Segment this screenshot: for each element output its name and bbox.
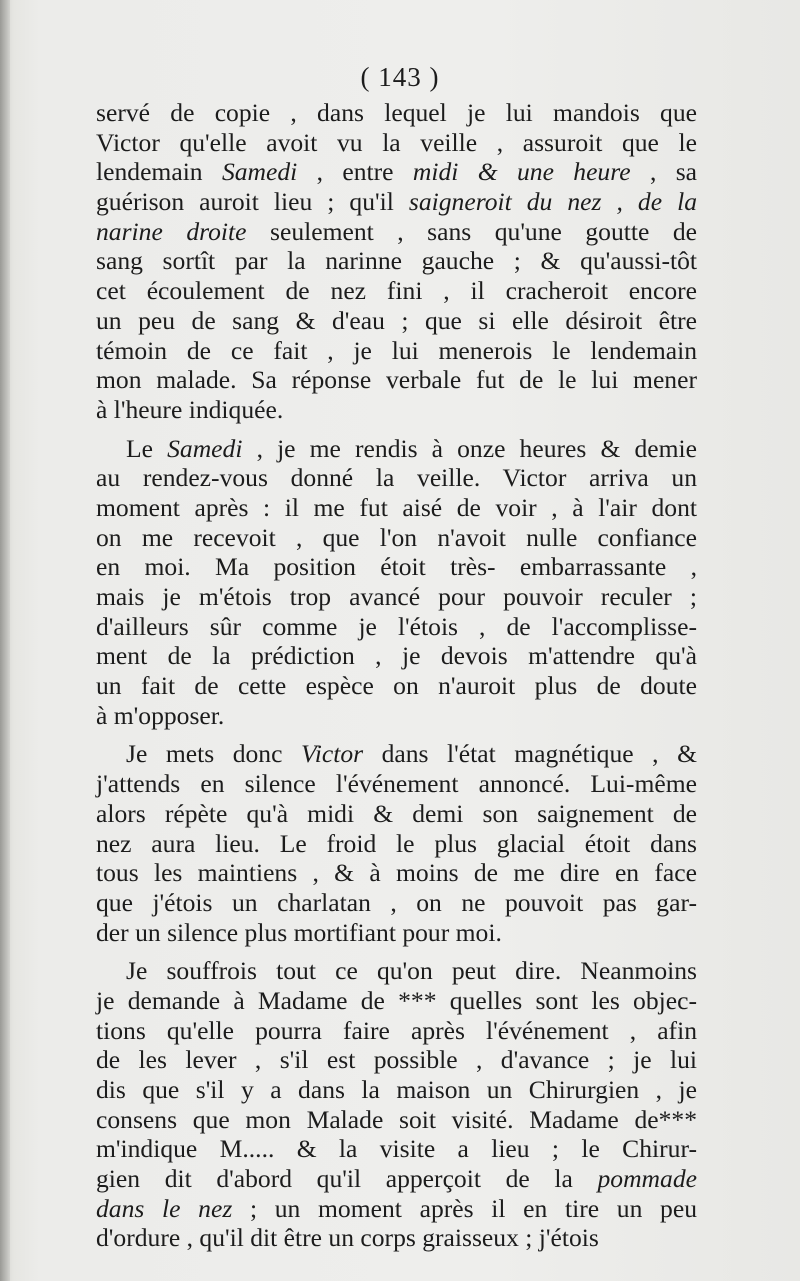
text-line (96, 157, 697, 187)
paragraph-gap (96, 947, 697, 956)
text-run: mais je m'étois trop avancé pour pouvoir reculer ; (96, 582, 697, 611)
text-run: dans l'état magnétique , & (363, 739, 697, 769)
italic-text: saigneroit du nez , de la (408, 187, 698, 217)
text-run: m'indique M..... & la visite a lieu ; le Chirur- (96, 1134, 697, 1164)
text-run: Victor qu'elle avoit vu la veille , assuroit que le (96, 127, 697, 157)
text-line (96, 829, 697, 859)
text-line (96, 552, 697, 582)
text-run: alors répète qu'à midi & demi son saignement de (96, 798, 697, 828)
text-line (96, 799, 697, 829)
text-run: à m'opposer. (96, 700, 225, 730)
text-line (96, 641, 697, 671)
italic-text: dans le nez (96, 1193, 233, 1223)
text-line (96, 769, 697, 799)
text-line (96, 1194, 697, 1224)
text-line (96, 888, 697, 918)
italic-text: Samedi (221, 157, 298, 187)
text-run: sang sortît par la narinne gauche ; & qu'aussi-tôt (96, 246, 697, 276)
text-run: moment après : il me fut aisé de voir , à l'air dont (96, 492, 697, 522)
text-line (96, 336, 697, 366)
paragraph (96, 434, 697, 731)
italic-text: midi & une heure (412, 157, 631, 187)
text-run: je demande à Madame de *** quelles sont les objec- (96, 985, 697, 1015)
text-run: gien dit d'abord qu'il apperçoit de la (96, 1164, 598, 1194)
text-run: témoin de ce fait , je lui menerois le lendemain (96, 335, 697, 365)
text-line (96, 98, 697, 128)
text-run: un peu de sang & d'eau ; que si elle désiroit être (96, 305, 697, 335)
text-run: à l'heure indiquée. (96, 394, 284, 424)
text-line (96, 434, 697, 464)
text-line (96, 306, 697, 336)
text-run: que j'étois un charlatan , on ne pouvoit pas gar- (96, 887, 697, 917)
text-line (96, 739, 697, 769)
text-line (96, 986, 697, 1016)
italic-text: Victor (301, 739, 364, 769)
text-run: ; un moment après il en tire un peu (232, 1193, 697, 1223)
text-line (96, 217, 697, 247)
text-line (96, 463, 697, 493)
text-line (96, 1016, 697, 1046)
text-line (96, 246, 697, 276)
text-line (96, 612, 697, 642)
text-run: servé de copie , dans lequel je lui mandois que (96, 98, 697, 127)
text-run: en moi. Ma position étoit très- embarrassante , (96, 552, 697, 582)
text-run: , entre (297, 157, 413, 187)
text-run: consens que mon Malade soit visité. Madame de*** (96, 1104, 697, 1134)
paragraph (96, 739, 697, 947)
body-text (96, 98, 697, 1253)
text-line (96, 956, 697, 986)
text-line (96, 918, 697, 948)
text-line (96, 523, 697, 553)
text-line (96, 1045, 697, 1075)
text-run: , sa (630, 157, 698, 187)
text-line (96, 493, 697, 523)
text-run: ment de la prédiction , je devois m'attendre qu'à (96, 641, 697, 671)
paragraph (96, 956, 697, 1253)
text-run: seulement , sans qu'une goutte de (246, 216, 698, 246)
text-line (96, 582, 697, 612)
paragraph-gap (96, 425, 697, 434)
text-line (96, 1105, 697, 1135)
text-line (96, 1134, 697, 1164)
text-run: tous les maintiens , & à moins de me dire en face (96, 858, 697, 888)
text-run: tions qu'elle pourra faire après l'événement , afin (96, 1015, 697, 1045)
text-run: Je souffrois tout ce qu'on peut dire. Neanmoins (126, 956, 697, 986)
text-run: lendemain (96, 157, 222, 187)
text-line (96, 187, 697, 217)
text-run: cet écoulement de nez fini , il cracheroit encore (96, 276, 697, 306)
text-run: , je me rendis à onze heures & demie (242, 433, 697, 463)
text-run: guérison auroit lieu ; qu'il (96, 187, 409, 217)
text-run: d'ordure , qu'il dit être un corps graisseux ; j'étois (96, 1223, 599, 1253)
page-bottom-edge (0, 1268, 800, 1281)
text-run: d'ailleurs sûr comme je l'étois , de l'accomplisse- (96, 611, 697, 641)
text-run: on me recevoit , que l'on n'avoit nulle confiance (96, 522, 697, 552)
italic-text: narine droite (96, 216, 247, 246)
text-line (96, 1223, 697, 1253)
text-line (96, 1164, 697, 1194)
text-line (96, 1075, 697, 1105)
italic-text: pommade (597, 1164, 697, 1194)
text-run: mon malade. Sa réponse verbale fut de le lui mener (96, 365, 697, 395)
page-number: ( 143 ) (360, 62, 440, 92)
text-run: un fait de cette espèce on n'auroit plus de doute (96, 671, 697, 701)
italic-text: Samedi (167, 433, 243, 463)
text-line (96, 128, 697, 158)
text-line (96, 365, 697, 395)
text-line (96, 858, 697, 888)
page-gutter-shadow (0, 0, 10, 1281)
text-run: der un silence plus mortifiant pour moi. (96, 917, 502, 947)
text-line (96, 671, 697, 701)
text-line (96, 276, 697, 306)
text-line (96, 395, 697, 425)
text-line (96, 701, 697, 731)
text-run: de les lever , s'il est possible , d'avance ; je lui (96, 1045, 697, 1075)
text-run: Je mets donc (126, 739, 301, 769)
text-run: nez aura lieu. Le froid le plus glacial étoit dans (96, 828, 697, 858)
paragraph-gap (96, 730, 697, 739)
paragraph (96, 98, 697, 425)
text-run: dis que s'il y a dans la maison un Chirurgien , je (96, 1075, 697, 1104)
text-run: j'attends en silence l'événement annoncé. Lui-même (96, 769, 697, 799)
text-run: au rendez-vous donné la veille. Victor arriva un (96, 463, 697, 493)
text-run: Le (126, 433, 168, 463)
